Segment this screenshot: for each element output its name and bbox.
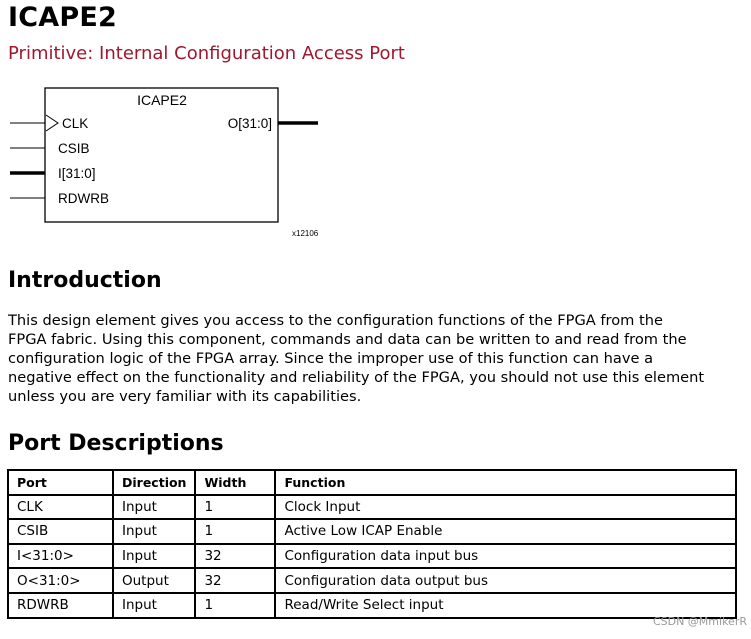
watermark: CSDN @MmikerR: [652, 615, 747, 628]
pin-label-rdwrb: RDWRB: [58, 191, 109, 206]
icape2-block-diagram: [0, 80, 340, 245]
pin-label-clk: CLK: [62, 116, 89, 131]
cell-width: 32: [195, 568, 275, 593]
table-header-row: [8, 470, 736, 495]
cell-function: Clock Input: [275, 495, 736, 520]
cell-function: Active Low ICAP Enable: [275, 519, 736, 544]
table-row: [8, 568, 736, 593]
intro-line: unless you are very familiar with its capabilities.: [8, 388, 362, 405]
table-row: [8, 495, 736, 520]
table-row: [8, 544, 736, 569]
cell-width: 1: [195, 495, 275, 520]
pin-label-csib: CSIB: [58, 141, 90, 156]
cell-function: Configuration data input bus: [275, 544, 736, 569]
cell-width: 32: [195, 544, 275, 569]
cell-port: I<31:0>: [8, 544, 113, 569]
intro-line: configuration logic of the FPGA array. Since the improper use of this function can have a: [8, 350, 654, 367]
cell-direction: Input: [113, 544, 195, 569]
intro-line: FPGA fabric. Using this component, commands and data can be written to and read from the: [8, 331, 687, 348]
cell-function: Configuration data output bus: [275, 568, 736, 593]
cell-width: 1: [195, 593, 275, 618]
cell-port: CLK: [8, 495, 113, 520]
introduction-heading: Introduction: [8, 268, 162, 293]
cell-direction: Input: [113, 495, 195, 520]
port-descriptions-heading: Port Descriptions: [8, 431, 224, 456]
intro-line: This design element gives you access to the configuration functions of the FPGA from the: [8, 312, 663, 329]
figure-id: x12106: [292, 229, 319, 238]
page-subtitle: Primitive: Internal Configuration Access Port: [8, 43, 405, 64]
pin-label-i-bus: I[31:0]: [58, 166, 96, 181]
column-header-port: Port: [8, 470, 113, 495]
introduction-paragraph: [8, 311, 748, 406]
intro-line: negative effect on the functionality and reliability of the FPGA, you should not use this element: [8, 369, 705, 386]
block-name: ICAPE2: [137, 92, 187, 108]
page-title: ICAPE2: [8, 2, 117, 33]
pin-label-o-bus: O[31:0]: [227, 116, 272, 131]
port-descriptions-table: [7, 469, 737, 619]
table-row: [8, 593, 736, 618]
column-header-width: Width: [195, 470, 275, 495]
cell-port: CSIB: [8, 519, 113, 544]
cell-direction: Input: [113, 593, 195, 618]
cell-width: 1: [195, 519, 275, 544]
column-header-function: Function: [275, 470, 736, 495]
cell-port: RDWRB: [8, 593, 113, 618]
cell-port: O<31:0>: [8, 568, 113, 593]
cell-function: Read/Write Select input: [275, 593, 736, 618]
column-header-direction: Direction: [113, 470, 195, 495]
table-row: [8, 519, 736, 544]
cell-direction: Output: [113, 568, 195, 593]
cell-direction: Input: [113, 519, 195, 544]
